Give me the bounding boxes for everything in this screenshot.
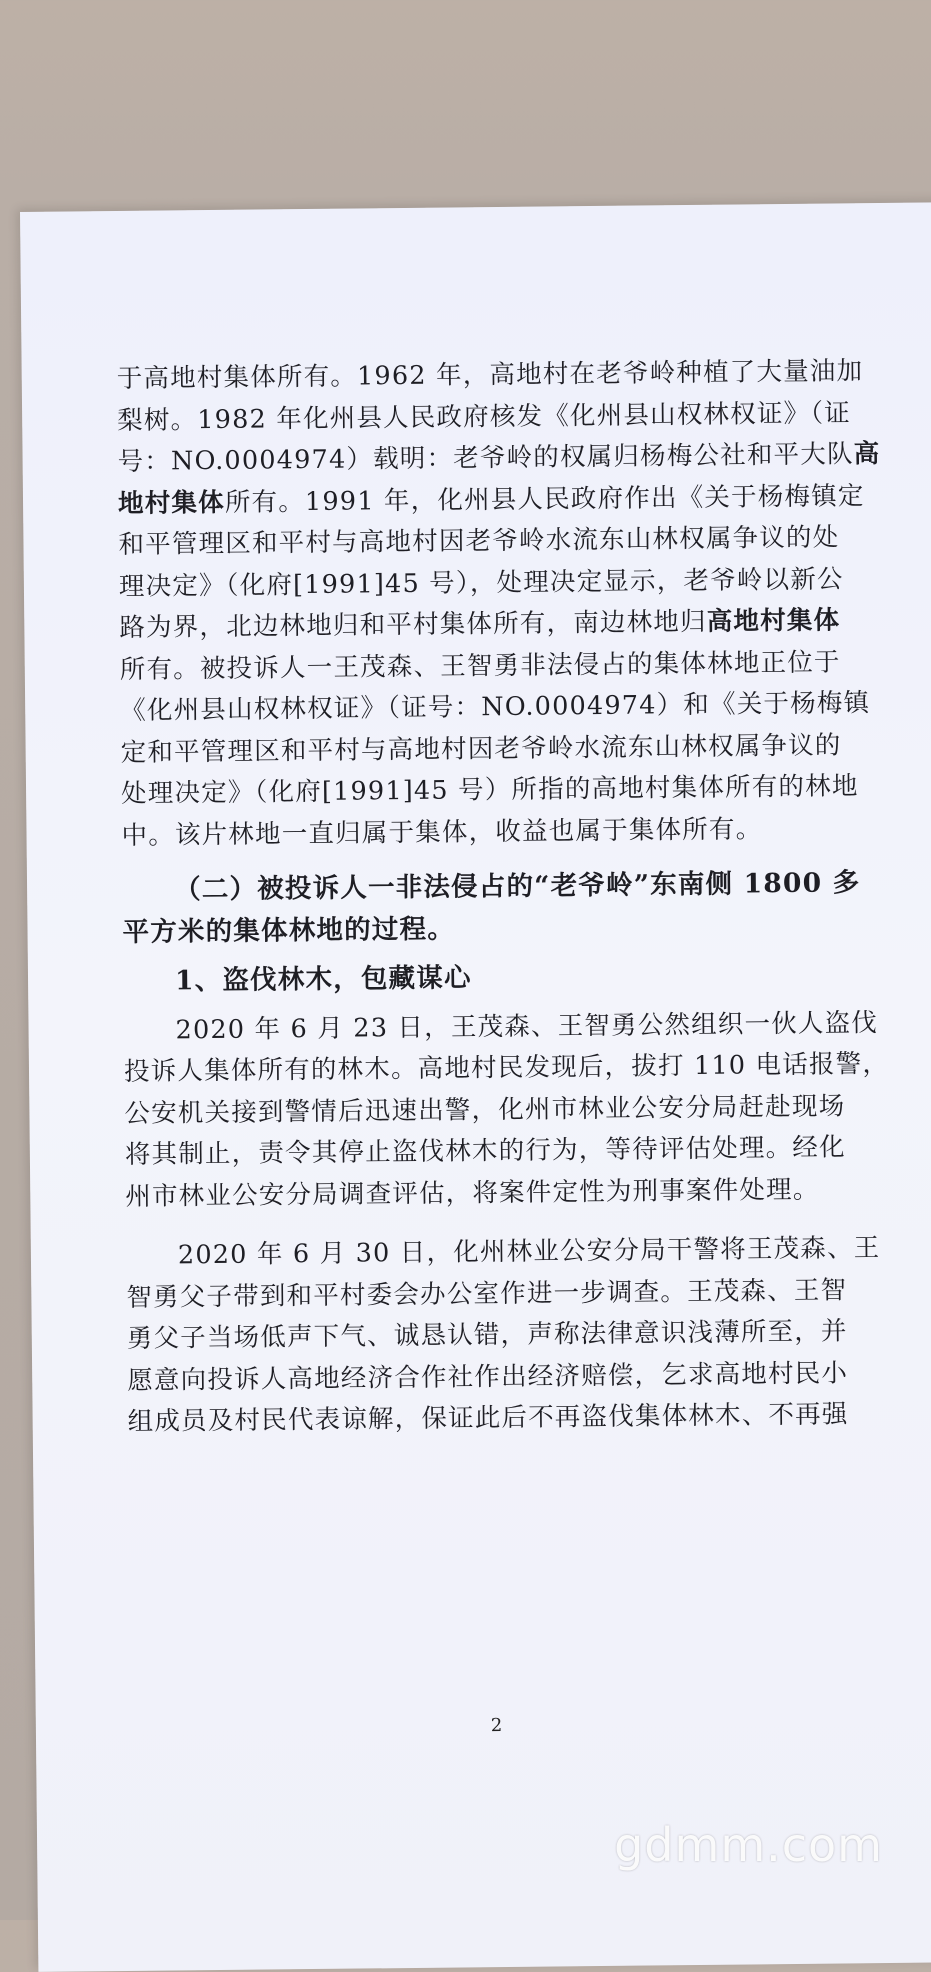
document-body <box>20 202 931 212</box>
paragraph-line: 愿意向投诉人高地经济合作社作出经济赔偿，乞求高地村民小 <box>127 1353 848 1397</box>
paragraph-line <box>119 600 840 644</box>
watermark: gdmm.com <box>614 1818 883 1872</box>
paragraph-line: 定和平管理区和平村与高地村因老爷岭水流东山林权属争议的 <box>120 725 841 769</box>
paragraph-line: 州市林业公安分局调查评估，将案件定性为刑事案件处理。 <box>125 1169 820 1212</box>
paragraph-line <box>117 434 880 478</box>
section-heading: 平方米的集体林地的过程。 <box>122 906 455 948</box>
text-segment: 号：NO.0004974）载明：老爷岭的权属归杨梅公社和平大队 <box>117 439 853 477</box>
section-heading: （二）被投诉人一非法侵占的“老爷岭”东南侧 1800 多 <box>174 860 861 906</box>
paragraph-line: 公安机关接到警情后迅速出警，化州市林业公安分局赶赴现场 <box>124 1086 845 1130</box>
paragraph-line: 2020 年 6 月 23 日，王茂森、王智勇公然组织一伙人盗伐 <box>175 1003 878 1046</box>
paragraph-line: 中。该片林地一直归属于集体，收益也属于集体所有。 <box>121 809 762 852</box>
document-page <box>20 202 931 1972</box>
bold-text: 高地村集体 <box>707 605 841 636</box>
text-segment: 所有。1991 年，化州县人民政府作出《关于杨梅镇定 <box>225 481 865 518</box>
bold-text: 高 <box>854 439 881 469</box>
paragraph-line: 和平管理区和平村与高地村因老爷岭水流东山林权属争议的处 <box>118 517 839 561</box>
paragraph-line: 于高地村集体所有。1962 年，高地村在老爷岭种植了大量油加 <box>117 351 864 395</box>
text-segment: 路为界，北边林地归和平村集体所有，南边林地归 <box>119 607 707 643</box>
paragraph-line: 2020 年 6 月 30 日，化州林业公安分局干警将王茂森、王 <box>178 1228 881 1271</box>
paragraph-line: 理决定》（化府[1991]45 号），处理决定显示，老爷岭以新公 <box>119 559 844 603</box>
paragraph-line: 梨树。1982 年化州县人民政府核发《化州县山权林权证》（证 <box>117 393 851 437</box>
page-number: 2 <box>491 1715 503 1736</box>
paragraph-line: 智勇父子带到和平村委会办公室作进一步调查。王茂森、王智 <box>126 1270 847 1314</box>
subheading: 1、盗伐林木，包藏谋心 <box>175 955 472 997</box>
paragraph-line: 组成员及村民代表谅解，保证此后不再盗伐集体林木、不再强 <box>127 1394 848 1438</box>
paragraph-line: 《化州县山权林权证》（证号：NO.0004974）和《关于杨梅镇 <box>120 683 870 727</box>
paragraph-line <box>118 476 865 520</box>
paragraph-line: 所有。被投诉人一王茂森、王智勇非法侵占的集体林地正位于 <box>120 642 841 686</box>
paragraph-line: 将其制止，责令其停止盗伐林木的行为，等待评估处理。经化 <box>125 1127 846 1171</box>
paragraph-line: 勇父子当场低声下气、诚恳认错，声称法律意识浅薄所至，并 <box>127 1311 848 1355</box>
paragraph-line: 处理决定》（化府[1991]45 号）所指的高地村集体所有的林地 <box>121 766 859 810</box>
bold-text: 地村集体 <box>118 487 225 518</box>
paragraph-line: 投诉人集体所有的林木。高地村民发现后，拔打 110 电话报警， <box>124 1044 889 1088</box>
